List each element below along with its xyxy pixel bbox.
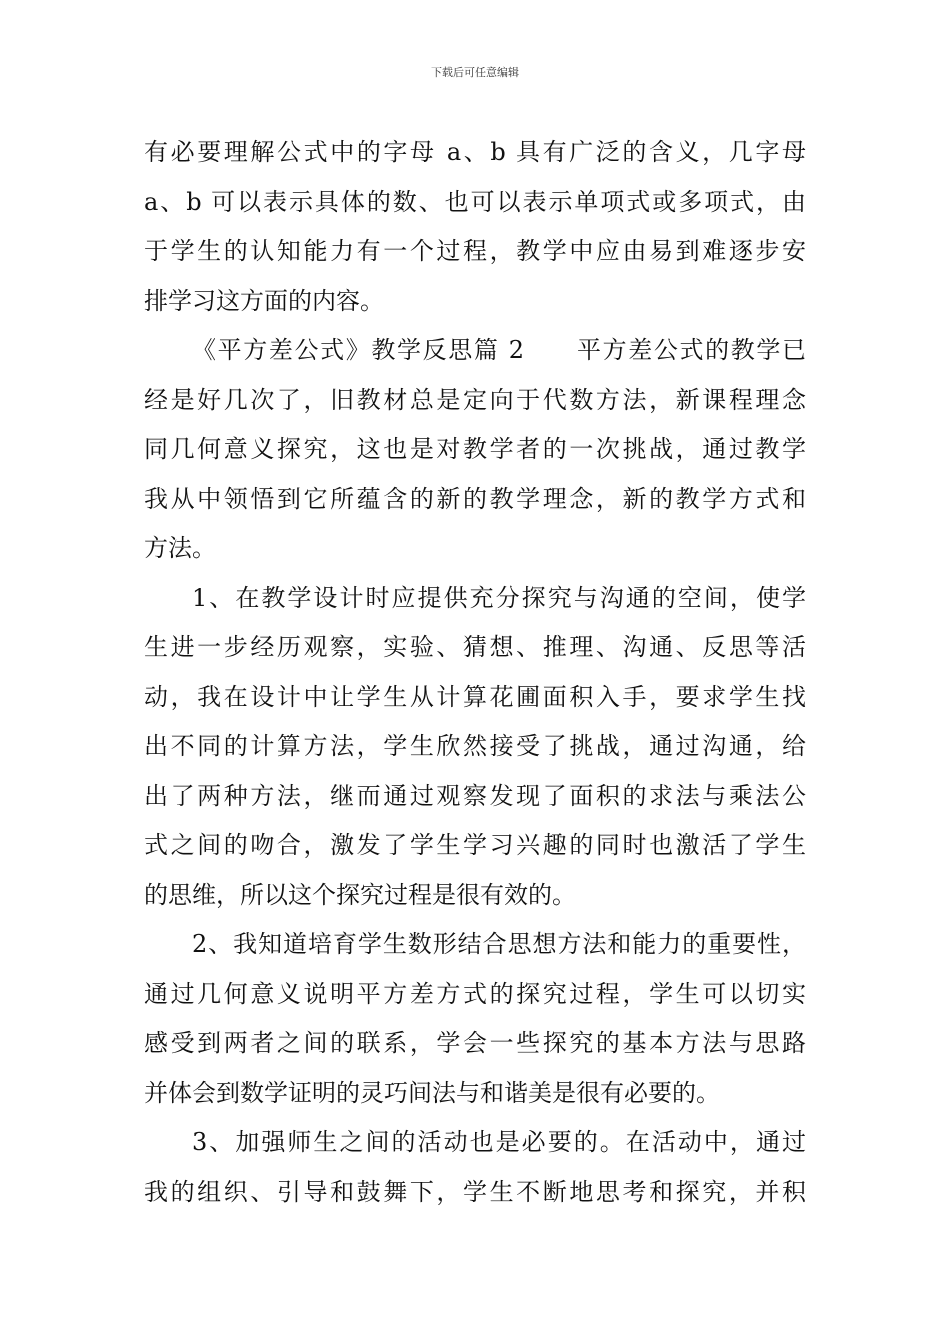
text-line: 2、我知道培育学生数形结合思想方法和能力的重要性，	[192, 930, 806, 958]
text-line: 出不同的计算方法，学生欣然接受了挑战，通过沟通，给	[144, 732, 806, 760]
text-line: 通过几何意义说明平方差方式的探究过程，学生可以切实	[144, 979, 806, 1008]
paragraph	[144, 326, 806, 574]
text-line: 生进一步经历观察，实验、猜想、推理、沟通、反思等活	[144, 633, 806, 661]
text-line: 经是好几次了，旧教材总是定向于代数方法，新课程理念	[144, 385, 806, 414]
paragraph	[144, 920, 806, 1118]
text-line: 1、在教学设计时应提供充分探究与沟通的空间，使学	[192, 583, 806, 612]
text-line: 感受到两者之间的联系，学会一些探究的基本方法与思路	[144, 1029, 806, 1057]
text-line: 于学生的认知能力有一个过程，教学中应由易到难逐步安	[144, 237, 806, 265]
text-line: 有必要理解公式中的字母 a、b 具有广泛的含义，几字母	[144, 138, 806, 166]
text-line: 并体会到数学证明的灵巧间法与和谐美是很有必要的。	[144, 1078, 720, 1107]
text-line: a、b 可以表示具体的数、也可以表示单项式或多项式，由	[144, 187, 806, 216]
text-line: 《平方差公式》教学反思篇 2 平方差公式的教学已	[192, 336, 806, 364]
text-line: 式之间的吻合，激发了学生学习兴趣的同时也激活了学生	[144, 831, 806, 859]
text-line: 动，我在设计中让学生从计算花圃面积入手，要求学生找	[144, 682, 806, 711]
page-header: 下载后可任意编辑	[431, 66, 519, 79]
paragraph	[144, 128, 806, 326]
document-body	[144, 128, 806, 1217]
text-line: 排学习这方面的内容。	[144, 286, 384, 315]
text-line: 出了两种方法，继而通过观察发现了面积的求法与乘法公	[144, 781, 806, 810]
paragraph	[144, 1118, 806, 1217]
text-line: 3、加强师生之间的活动也是必要的。在活动中，通过	[192, 1128, 806, 1156]
text-line: 的思维，所以这个探究过程是很有效的。	[144, 880, 576, 909]
text-line: 我的组织、引导和鼓舞下，学生不断地思考和探究，并积	[144, 1177, 806, 1206]
text-line: 我从中领悟到它所蕴含的新的教学理念，新的教学方式和	[144, 484, 806, 513]
text-line: 同几何意义探究，这也是对教学者的一次挑战，通过教学	[144, 435, 806, 463]
paragraph	[144, 574, 806, 921]
text-line: 方法。	[144, 534, 216, 562]
